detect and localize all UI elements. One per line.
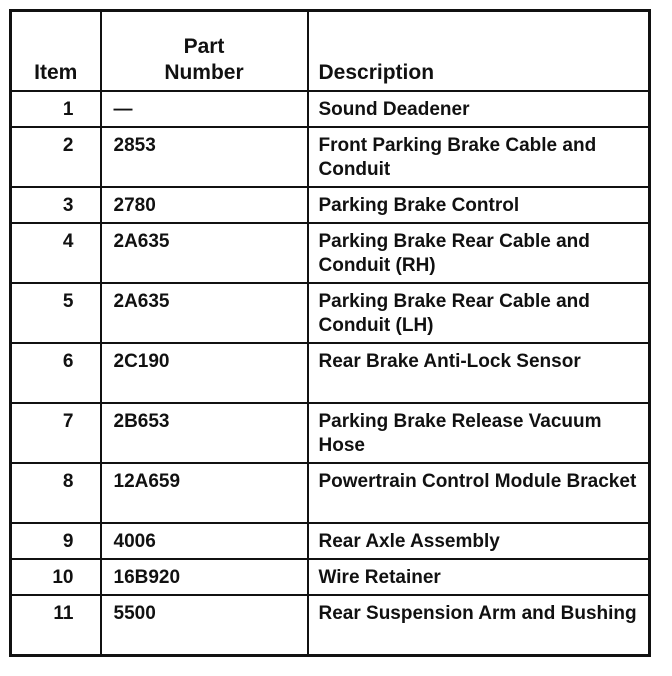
- description-cell: Parking Brake Control: [308, 187, 650, 223]
- description-cell: Powertrain Control Module Bracket: [308, 463, 650, 523]
- part-number-cell: 2B653: [101, 403, 308, 463]
- description-cell: Wire Retainer: [308, 559, 650, 595]
- part-number-cell: 2A635: [101, 283, 308, 343]
- table-row: [11, 559, 650, 595]
- item-cell: 7: [11, 403, 101, 463]
- part-number-cell: 16B920: [101, 559, 308, 595]
- header-part-line2: Number: [164, 61, 244, 84]
- part-number-cell: 4006: [101, 523, 308, 559]
- header-item: Item: [11, 11, 101, 92]
- table-row: [11, 91, 650, 127]
- item-cell: 5: [11, 283, 101, 343]
- header-description: Description: [308, 11, 650, 92]
- description-cell: Sound Deadener: [308, 91, 650, 127]
- part-number-cell: 12A659: [101, 463, 308, 523]
- header-part-line1: Part: [183, 35, 225, 58]
- description-cell: Rear Suspension Arm and Bushing: [308, 595, 650, 656]
- item-cell: 1: [11, 91, 101, 127]
- parts-table: [9, 9, 651, 657]
- part-number-cell: 2C190: [101, 343, 308, 403]
- item-cell: 11: [11, 595, 101, 656]
- description-cell: Rear Brake Anti-Lock Sensor: [308, 343, 650, 403]
- table-row: [11, 127, 650, 187]
- table-row: [11, 223, 650, 283]
- description-cell: Front Parking Brake Cable and Conduit: [308, 127, 650, 187]
- table-row: [11, 343, 650, 403]
- item-cell: 10: [11, 559, 101, 595]
- description-cell: Parking Brake Rear Cable and Conduit (LH): [308, 283, 650, 343]
- description-cell: Parking Brake Release Vacuum Hose: [308, 403, 650, 463]
- table-header: [11, 11, 650, 92]
- description-cell: Parking Brake Rear Cable and Conduit (RH): [308, 223, 650, 283]
- item-cell: 6: [11, 343, 101, 403]
- table-row: [11, 523, 650, 559]
- item-cell: 8: [11, 463, 101, 523]
- part-number-cell: 2853: [101, 127, 308, 187]
- table-row: [11, 187, 650, 223]
- item-cell: 9: [11, 523, 101, 559]
- part-number-cell: —: [101, 91, 308, 127]
- item-cell: 2: [11, 127, 101, 187]
- part-number-cell: 2A635: [101, 223, 308, 283]
- part-number-cell: 2780: [101, 187, 308, 223]
- item-cell: 4: [11, 223, 101, 283]
- part-number-cell: 5500: [101, 595, 308, 656]
- table-body: [11, 91, 650, 656]
- table-row: [11, 283, 650, 343]
- description-cell: Rear Axle Assembly: [308, 523, 650, 559]
- table-row: [11, 595, 650, 656]
- header-part-number: [101, 11, 308, 92]
- item-cell: 3: [11, 187, 101, 223]
- table-row: [11, 463, 650, 523]
- table-row: [11, 403, 650, 463]
